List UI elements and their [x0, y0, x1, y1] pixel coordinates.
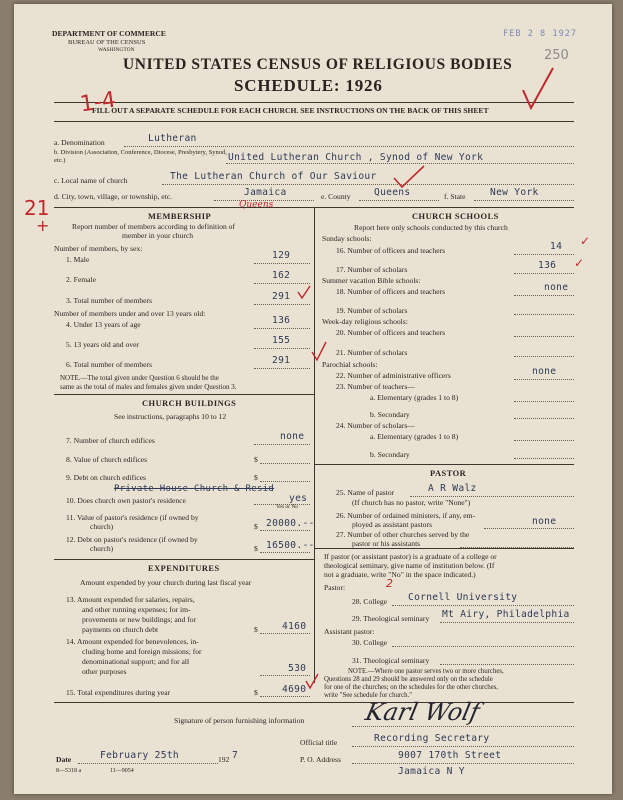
red-tick-icon: ✓	[574, 256, 585, 270]
membership-sex-header: Number of members, by sex:	[54, 244, 143, 253]
city-label: WASHINGTON	[98, 47, 135, 53]
teachers-secondary-label: b. Secondary	[370, 410, 410, 419]
sunday-scholars-label: 17. Number of scholars	[336, 265, 408, 274]
dollar-sign: $	[254, 625, 258, 634]
denomination-rule	[124, 146, 574, 147]
residence-value-label: church)	[90, 522, 114, 531]
benevolences-value: 530	[288, 663, 307, 674]
residence-value-rule	[260, 530, 310, 531]
pastor-college-value: Cornell University	[408, 592, 518, 603]
assistant-college-label: 30. College	[352, 638, 388, 647]
under-13-rule	[254, 328, 310, 329]
assistant-college-rule	[392, 646, 574, 647]
over-13-label: 5. 13 years old and over	[66, 340, 139, 349]
local-name-rule	[162, 184, 574, 185]
pastor-name-value: A R Walz	[428, 483, 477, 494]
assistant-seminary-label: 31. Theological seminary	[352, 656, 430, 665]
pastor-note: write "See schedule for church."	[324, 692, 413, 699]
assistant-ministers-value: none	[532, 516, 557, 527]
pastor-name-note: (If church has no pastor, write "None")	[352, 498, 471, 507]
summer-teachers-value: none	[544, 282, 569, 293]
local-name-value: The Lutheran Church of Our Saviour	[170, 171, 377, 182]
pastor-name-label: 25. Name of pastor	[336, 488, 395, 497]
header-rule-bottom	[54, 121, 574, 122]
summer-scholars-label: 19. Number of scholars	[336, 306, 408, 315]
membership-note: NOTE.—The total given under Question 6 should be the	[60, 374, 219, 382]
signature-label: Signature of person furnishing information	[174, 716, 305, 725]
schools-title: CHURCH SCHOOLS	[412, 212, 499, 221]
assistant-subheader: Assistant pastor:	[324, 627, 375, 636]
running-expenses-rule	[260, 633, 310, 634]
section-rule	[314, 464, 574, 465]
column-divider	[314, 207, 315, 683]
official-title-label: Official title	[300, 738, 338, 747]
weekday-teachers-rule	[514, 336, 574, 337]
buildings-subtitle: See instructions, paragraphs 10 to 12	[114, 412, 227, 421]
po-address-value-line2: Jamaica N Y	[398, 766, 465, 777]
red-check-icon	[304, 672, 320, 690]
teachers-secondary-rule	[514, 418, 574, 419]
red-check-icon	[310, 340, 328, 362]
corner-number: 250	[544, 48, 569, 63]
total-expenditures-label: 15. Total expenditures during year	[66, 688, 171, 697]
edifices-count-label: 7. Number of church edifices	[66, 436, 155, 445]
buildings-title: CHURCH BUILDINGS	[142, 399, 237, 408]
official-title-value: Recording Secretary	[374, 733, 490, 744]
pastor-note: NOTE.—Where one pastor serves two or more churches,	[348, 668, 504, 675]
pastor-seminary-label: 29. Theological seminary	[352, 614, 430, 623]
sunday-teachers-label: 16. Number of officers and teachers	[336, 246, 446, 255]
teachers-elementary-label: a. Elementary (grades 1 to 8)	[370, 393, 459, 402]
sunday-schools-header: Sunday schools:	[322, 234, 372, 243]
section-rule	[54, 394, 314, 395]
pastor-name-rule	[410, 496, 574, 497]
residence-debt-label: church)	[90, 544, 114, 553]
male-value: 129	[272, 250, 291, 261]
sunday-teachers-value: 14	[550, 241, 563, 252]
benevolences-label: cluding home and foreign missions; for	[82, 647, 202, 656]
po-address-label: P. O. Address	[300, 755, 341, 764]
red-check-icon	[296, 284, 312, 300]
edifices-value-label: 8. Value of church edifices	[66, 455, 148, 464]
denomination-label: a. Denomination	[54, 138, 105, 147]
pastor-title: PASTOR	[430, 469, 467, 478]
running-expenses-value: 4160	[282, 621, 307, 632]
over-13-rule	[254, 348, 310, 349]
red-mark: 2	[386, 577, 393, 590]
section-rule	[314, 548, 574, 549]
residence-debt-rule	[260, 552, 310, 553]
state-rule	[474, 200, 574, 201]
pastor-seminary-value: Mt Airy, Philadelphia	[442, 609, 570, 620]
official-title-rule	[352, 746, 574, 747]
header-rule-top	[54, 102, 574, 103]
sunday-scholars-rule	[514, 273, 574, 274]
section-rule	[54, 702, 574, 703]
red-correction: Queens	[239, 200, 274, 210]
weekday-scholars-label: 21. Number of scholars	[336, 348, 408, 357]
running-expenses-label: payments on church debt	[82, 625, 159, 634]
state-label: f. State	[444, 192, 466, 201]
female-value: 162	[272, 270, 291, 281]
other-churches-label: pastor or his assistants	[352, 539, 421, 548]
membership-age-header: Number of members under and over 13 years old:	[54, 309, 206, 318]
form-title: UNITED STATES CENSUS OF RELIGIOUS BODIES	[123, 56, 513, 73]
owns-residence-value: yes	[289, 493, 308, 504]
instruction-text: FILL OUT A SEPARATE SCHEDULE FOR EACH CHURCH. SEE INSTRUCTIONS ON THE BACK OF THIS SHEET	[92, 106, 489, 115]
total-members-2-rule	[254, 368, 310, 369]
sunday-teachers-rule	[514, 254, 574, 255]
edifices-debt-label: 9. Debt on church edifices	[66, 473, 146, 482]
red-plus-icon: +	[36, 216, 50, 235]
male-label: 1. Male	[66, 255, 90, 264]
bureau-label: BUREAU OF THE CENSUS	[68, 39, 146, 46]
assistant-seminary-rule	[440, 664, 574, 665]
total-members-2-value: 291	[272, 355, 291, 366]
admin-officers-label: 22. Number of administrative officers	[336, 371, 451, 380]
local-name-label: c. Local name of church	[54, 176, 128, 185]
county-label: e. County	[321, 192, 351, 201]
summer-teachers-label: 18. Number of officers and teachers	[336, 287, 446, 296]
schedule-title: SCHEDULE: 1926	[234, 76, 383, 95]
sunday-scholars-value: 136	[538, 260, 557, 271]
female-label: 2. Female	[66, 275, 96, 284]
weekday-scholars-rule	[514, 356, 574, 357]
teachers-label: 23. Number of teachers—	[336, 382, 415, 391]
total-expenditures-value: 4690	[282, 684, 307, 695]
total-members-value: 291	[272, 291, 291, 302]
residence-value-amount: 20000.--	[266, 518, 315, 529]
benevolences-label: 14. Amount expended for benevolences, in-	[66, 637, 199, 646]
red-margin-number: 21	[24, 196, 50, 220]
admin-officers-rule	[514, 379, 574, 380]
assistant-ministers-label: ployed as assistant pastors	[352, 520, 432, 529]
division-label: b. Division (Association, Conference, Diocese, Presbytery, Synod, etc.)	[54, 149, 227, 164]
scholars-elementary-label: a. Elementary (grades 1 to 8)	[370, 432, 459, 441]
po-address-rule	[352, 763, 574, 764]
benevolences-label: other purposes	[82, 667, 127, 676]
denomination-value: Lutheran	[148, 133, 197, 144]
total-members-label: 3. Total number of members	[66, 296, 153, 305]
scholars-secondary-rule	[514, 458, 574, 459]
summer-scholars-rule	[514, 314, 574, 315]
pastor-college-label: 28. College	[352, 597, 388, 606]
pastor-note: Questions 28 and 29 should be answered only on the schedule	[324, 676, 493, 683]
yes-no-hint: Yes or No	[276, 504, 299, 510]
date-label: Date	[56, 755, 72, 764]
parochial-schools-header: Parochial schools:	[322, 360, 378, 369]
graduate-instruction: theological seminary, give name of institution below. (If	[324, 561, 495, 570]
edifices-count-value: none	[280, 431, 305, 442]
pastor-subheader: Pastor:	[324, 583, 346, 592]
assistant-ministers-label: 26. Number of ordained ministers, if any, em-	[336, 511, 476, 520]
summer-schools-header: Summer vacation Bible schools:	[322, 276, 421, 285]
membership-title: MEMBERSHIP	[148, 212, 212, 221]
state-value: New York	[490, 187, 539, 198]
red-annotation-mark: 1-4	[78, 87, 118, 118]
owns-residence-label: 10. Does church own pastor's residence	[66, 496, 186, 505]
weekday-teachers-label: 20. Number of officers and teachers	[336, 328, 446, 337]
dollar-sign: $	[254, 544, 258, 553]
county-rule	[359, 200, 439, 201]
benevolences-label: denominational support; and for all	[82, 657, 190, 666]
dollar-sign: $	[254, 455, 258, 464]
male-rule	[254, 263, 310, 264]
edifices-value-rule	[260, 463, 310, 464]
pastor-note: for one of the churches; on the schedules for the other churches,	[324, 684, 499, 691]
form-number: 8—5318 a	[56, 768, 82, 774]
department-label: DEPARTMENT OF COMMERCE	[52, 29, 166, 38]
under-13-label: 4. Under 13 years of age	[66, 320, 141, 329]
pastor-college-rule	[392, 605, 574, 606]
under-13-value: 136	[272, 315, 291, 326]
total-members-2-label: 6. Total number of members	[66, 360, 153, 369]
red-tick-icon: ✓	[580, 234, 591, 248]
membership-subtitle: member in your church	[122, 231, 194, 240]
scholars-elementary-rule	[514, 440, 574, 441]
date-rule	[78, 763, 218, 764]
scholars-label: 24. Number of scholars—	[336, 421, 415, 430]
received-stamp: FEB 2 8 1927	[503, 29, 578, 39]
pastor-seminary-rule	[440, 622, 574, 623]
summer-teachers-rule	[514, 295, 574, 296]
assistant-ministers-rule	[484, 528, 574, 529]
membership-note: same as the total of males and females given under Question 3.	[60, 383, 237, 391]
running-expenses-label: provements or new buildings; and for	[82, 615, 197, 624]
expenditures-subtitle: Amount expended by your church during last fiscal year	[80, 578, 252, 587]
over-13-value: 155	[272, 335, 291, 346]
struck-annotation: Private House Church & Resid	[114, 484, 275, 494]
benevolences-rule	[260, 675, 310, 676]
graduate-instruction: not a graduate, write "No" in the space indicated.)	[324, 570, 476, 579]
red-check-icon	[519, 64, 559, 114]
schools-subtitle: Report here only schools conducted by this church	[354, 223, 508, 232]
membership-subtitle: Report number of members according to definition of	[72, 222, 236, 231]
dollar-sign: $	[254, 473, 258, 482]
admin-officers-value: none	[532, 366, 557, 377]
residence-value-label: 11. Value of pastor's residence (if owned by	[66, 513, 199, 522]
city-label: d. City, town, village, or township, etc.	[54, 192, 173, 201]
print-number: 11—9054	[110, 768, 134, 774]
dollar-sign: $	[254, 688, 258, 697]
year-suffix: 7	[232, 750, 239, 761]
section-rule	[54, 559, 314, 560]
census-schedule-page	[14, 4, 612, 794]
edifices-count-rule	[254, 444, 310, 445]
year-prefix: 192	[218, 755, 230, 764]
city-value: Jamaica	[244, 187, 287, 198]
expenditures-title: EXPENDITURES	[148, 564, 220, 573]
residence-debt-amount: 16500.--	[266, 540, 315, 551]
dollar-sign: $	[254, 522, 258, 531]
teachers-elementary-rule	[514, 401, 574, 402]
total-members-rule	[254, 304, 310, 305]
edifices-debt-rule	[260, 481, 310, 482]
scholars-secondary-label: b. Secondary	[370, 450, 410, 459]
total-expenditures-rule	[260, 696, 310, 697]
signature-rule	[352, 726, 574, 727]
division-value: United Lutheran Church , Synod of New York	[228, 152, 484, 163]
date-value: February 25th	[100, 750, 179, 761]
residence-debt-label: 12. Debt on pastor's residence (if owned by	[66, 535, 198, 544]
running-expenses-label: and other running expenses; for im-	[82, 605, 191, 614]
signature: Karl Wolf	[363, 698, 483, 726]
county-value: Queens	[374, 187, 411, 198]
po-address-value: 9007 170th Street	[398, 750, 502, 761]
weekday-schools-header: Week-day religious schools:	[322, 317, 408, 326]
other-churches-label: 27. Number of other churches served by the	[336, 530, 470, 539]
graduate-instruction: If pastor (or assistant pastor) is a graduate of a college or	[324, 552, 497, 561]
running-expenses-label: 13. Amount expended for salaries, repairs,	[66, 595, 195, 604]
